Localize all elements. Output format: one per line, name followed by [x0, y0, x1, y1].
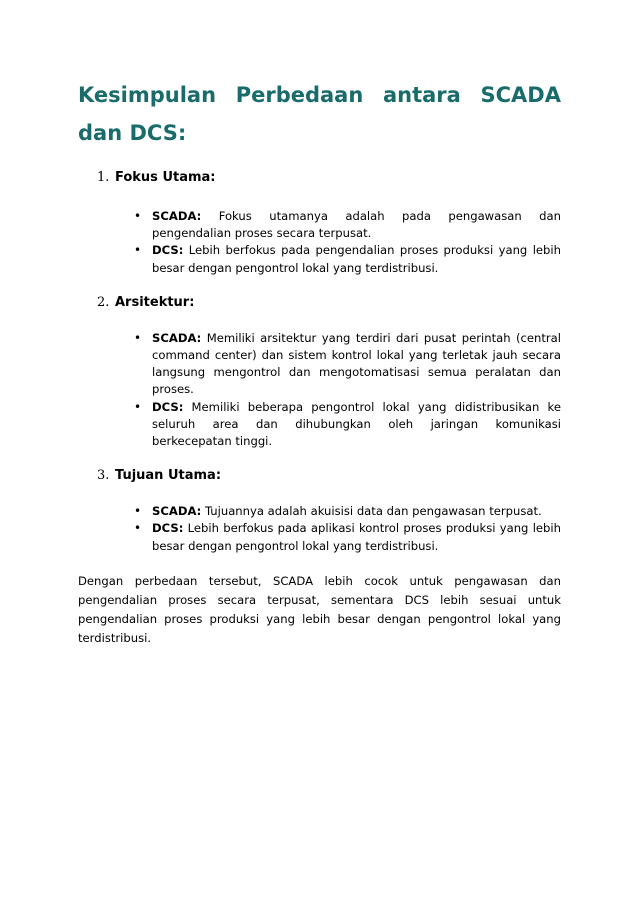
list-item: [134, 242, 561, 276]
item-text: Fokus utamanya adalah pada pengawasan dan pengendalian proses secara terpusat.: [152, 209, 561, 241]
title-word: antara: [382, 83, 461, 107]
item-label: SCADA:: [152, 330, 202, 345]
item-text: Lebih berfokus pada pengendalian proses produksi yang lebih besar dengan pengontrol lokal yang terdistribusi.: [152, 243, 561, 275]
section-title: Fokus Utama:: [115, 170, 216, 185]
item-label: DCS:: [152, 243, 184, 258]
item-text: Memiliki arsitektur yang terdiri dari pusat perintah (central command center) dan sistem kontrol lokal yang terletak jauh secara langsung mengontrol dan mengotomatisasi semua peralatan dan proses.: [152, 330, 561, 397]
list-item: [134, 399, 561, 451]
bullet-icon: •: [134, 399, 142, 414]
section-number: 3.: [97, 468, 110, 484]
list-item: [134, 330, 561, 399]
bullet-icon: •: [134, 504, 142, 519]
title-word: Perbedaan: [235, 83, 364, 107]
title-word: SCADA: [480, 83, 561, 107]
item-label: SCADA:: [152, 504, 202, 519]
section-fokus-utama: [78, 170, 561, 277]
section-number: 2.: [97, 294, 110, 310]
bullet-list: [134, 208, 561, 277]
list-item: [134, 520, 561, 554]
document-title: [78, 76, 561, 152]
bullet-list: [134, 330, 561, 450]
item-label: SCADA:: [152, 209, 202, 223]
item-label: DCS:: [152, 521, 184, 536]
section-tujuan-utama: [78, 468, 561, 555]
title-line-2: dan DCS:: [78, 121, 187, 145]
bullet-list: [134, 503, 561, 555]
section-title: Arsitektur:: [115, 294, 195, 310]
conclusion-paragraph: Dengan perbedaan tersebut, SCADA lebih cocok untuk pengawasan dan pengendalian proses secara terpusat, sementara DCS lebih sesuai untuk pengendalian proses produksi yang lebih besar dengan pengontrol lokal yang terdistribusi.: [78, 573, 561, 645]
list-item: [134, 208, 561, 242]
bullet-icon: •: [134, 209, 142, 223]
bullet-icon: •: [134, 330, 142, 345]
section-number: 1.: [97, 170, 110, 185]
document-page: [78, 76, 561, 648]
item-text: Memiliki beberapa pengontrol lokal yang didistribusikan ke seluruh area dan dihubungkan oleh jaringan komunikasi berkecepatan tinggi.: [152, 399, 561, 449]
section-heading: [97, 170, 561, 192]
bullet-icon: •: [134, 521, 142, 536]
title-word: Kesimpulan: [78, 83, 217, 107]
title-line-1: [78, 76, 561, 114]
item-text: Tujuannya adalah akuisisi data dan pengawasan terpusat.: [201, 504, 542, 519]
list-item: [134, 503, 561, 520]
section-arsitektur: [78, 295, 561, 450]
section-heading: [97, 295, 561, 317]
item-label: DCS:: [152, 399, 184, 414]
section-title: Tujuan Utama:: [115, 468, 222, 484]
item-text: Lebih berfokus pada aplikasi kontrol proses produksi yang lebih besar dengan pengontrol lokal yang terdistribusi.: [152, 521, 561, 553]
section-heading: [97, 468, 561, 490]
bullet-icon: •: [134, 243, 142, 258]
